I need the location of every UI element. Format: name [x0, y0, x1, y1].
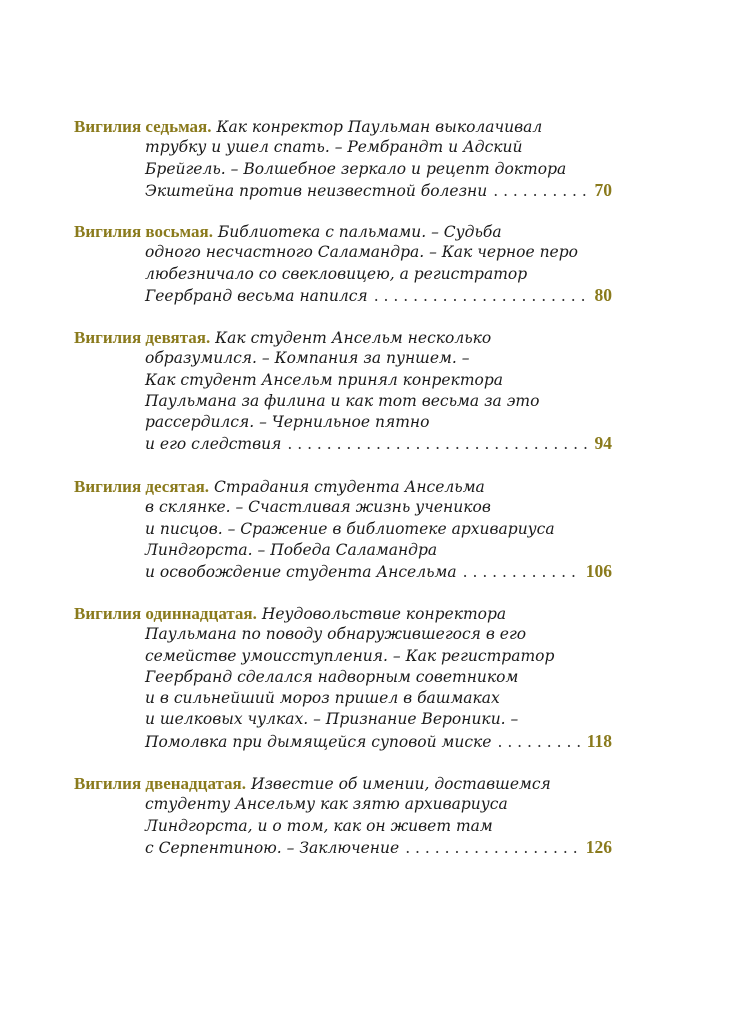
chapter-summary-line: Геербранд сделался надворным советником [145, 667, 519, 686]
chapter-summary-line: Неудовольствие конректора [261, 605, 507, 623]
chapter-title: Вигилия девятая. [74, 328, 211, 347]
page-number[interactable]: 80 [594, 284, 612, 305]
chapter-summary-line: Линдгорста. – Победа Саламандра [145, 540, 438, 559]
chapter-summary-line: Страдания студента Ансельма [213, 478, 485, 496]
chapter-summary-line: в склянке. – Счастливая жизнь учеников [145, 498, 491, 517]
page-number[interactable]: 106 [585, 561, 612, 582]
chapter-summary-line: трубку и ушел спать. – Рембрандт и Адский [145, 138, 523, 157]
toc-entry[interactable] [74, 476, 612, 582]
chapter-title: Вигилия одиннадцатая. [74, 604, 257, 623]
page-number[interactable]: 126 [585, 836, 612, 857]
chapter-summary-line: любезничало со свекловицею, а регистратор [145, 264, 528, 283]
chapter-summary-line: Геербранд весьма напился [145, 286, 368, 305]
chapter-summary-line: и шелковых чулках. – Признание Вероники. – [145, 710, 519, 729]
toc-entry[interactable] [74, 327, 612, 455]
chapter-summary-line: семействе умоисступления. – Как регистратор [145, 646, 555, 665]
chapter-summary-line: рассердился. – Чернильное пятно [145, 413, 430, 432]
dot-leader [374, 286, 591, 307]
chapter-summary-line: студенту Ансельму как зятю архивариуса [145, 795, 508, 814]
chapter-summary-line: и освобождение студента Ансельма [145, 563, 457, 582]
chapter-summary-line: Как студент Ансельм несколько [215, 329, 492, 347]
chapter-summary-line: Помолвка при дымящейся суповой миске [145, 732, 492, 751]
dot-leader [405, 838, 582, 859]
chapter-summary-line: и в сильнейший мороз пришел в башмаках [145, 689, 500, 708]
chapter-title: Вигилия восьмая. [74, 222, 213, 241]
page-number[interactable]: 70 [594, 179, 612, 200]
toc-entry[interactable] [74, 773, 612, 858]
chapter-summary-line: Брейгель. – Волшебное зеркало и рецепт доктора [145, 159, 567, 178]
chapter-summary-line: одного несчастного Саламандра. – Как черное перо [145, 243, 578, 262]
chapter-summary-line: Известие об имении, доставшемся [250, 775, 551, 793]
toc-entry[interactable] [74, 116, 612, 201]
chapter-summary-line: и писцов. – Сражение в библиотеке архивариуса [145, 519, 555, 538]
dot-leader [287, 434, 590, 455]
chapter-summary-line: Библиотека с пальмами. – Судьба [217, 223, 502, 241]
chapter-summary-line: с Серпентиною. – Заключение [145, 838, 400, 857]
dot-leader [463, 562, 582, 583]
chapter-title: Вигилия двенадцатая. [74, 774, 247, 793]
chapter-summary-line: Паульмана по поводу обнаружившегося в его [145, 625, 527, 644]
chapter-summary-line: Как конректор Паульман выколачивал [216, 118, 543, 136]
page-number[interactable]: 94 [594, 433, 612, 454]
toc-entry[interactable] [74, 221, 612, 306]
chapter-summary-line: Экштейна против неизвестной болезни [145, 181, 488, 200]
dot-leader [497, 732, 582, 753]
chapter-title: Вигилия десятая. [74, 477, 210, 496]
chapter-summary-line: Как студент Ансельм принял конректора [145, 370, 504, 389]
chapter-summary-line: образумился. – Компания за пуншем. – [145, 349, 470, 368]
chapter-summary-line: Линдгорста, и о том, как он живет там [145, 816, 493, 835]
chapter-summary-line: и его следствия [145, 435, 282, 454]
toc-entry[interactable] [74, 603, 612, 752]
chapter-summary-line: Паульмана за филина и как тот весьма за это [145, 391, 540, 410]
page-number[interactable]: 118 [586, 730, 612, 751]
dot-leader [493, 181, 590, 202]
chapter-title: Вигилия седьмая. [74, 117, 212, 136]
